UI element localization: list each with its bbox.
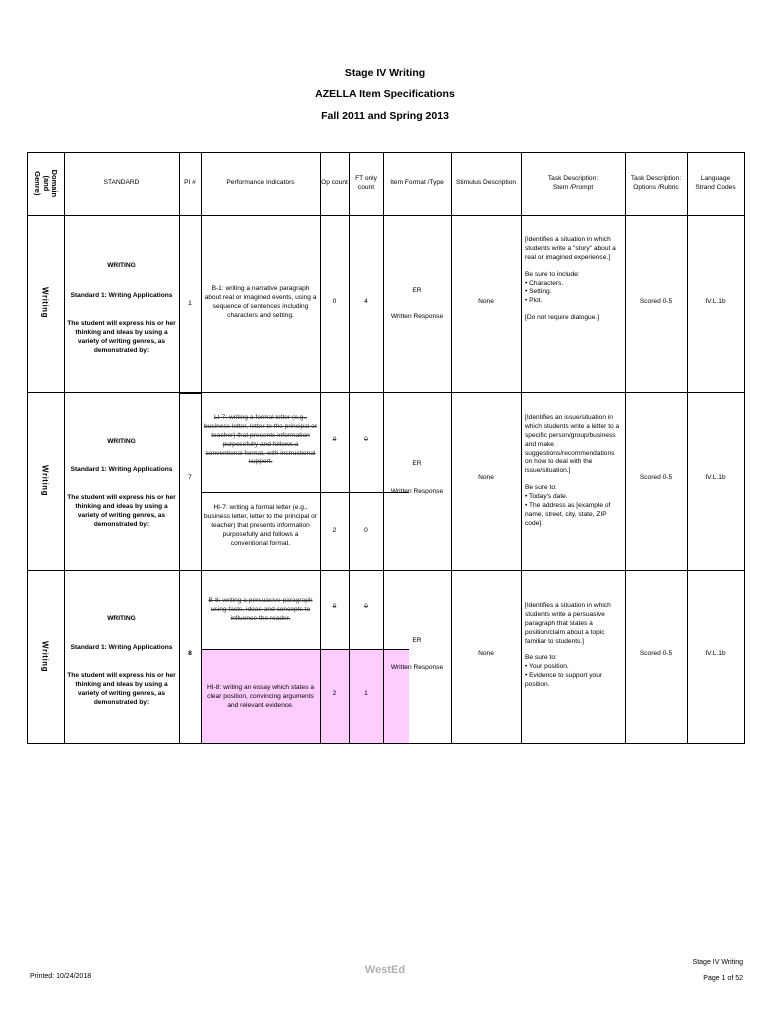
domain-label: Writing: [40, 465, 50, 496]
op-count: 2: [332, 690, 337, 697]
standard-text: The student will express his or her thinking and ideas by using a variety of writing genres, as demonstrated by:: [67, 672, 176, 706]
col-header-ft-count: FT only count: [355, 174, 377, 191]
op-count: 0: [332, 436, 337, 443]
ft-count: 4: [364, 298, 368, 305]
col-header-task-options: Task Description: Options /Rubric: [630, 174, 682, 191]
item-format-code: ER: [412, 460, 422, 467]
col-header-pi: PI #: [184, 179, 196, 187]
op-count: 0: [332, 603, 337, 610]
performance-indicator: B-1: writing a narrative paragraph about real or imagined events, using a sequence of sentences including characters and setting.: [204, 285, 317, 319]
task-prompt: [Identifies a situation in which students write a persuasive paragraph that states a position/claim about a topic familiar to students.] Be sure to: • Your position. • Evidence to support your position.: [525, 602, 611, 689]
domain-label: Writing: [40, 641, 50, 672]
page-title: Stage IV Writing: [344, 67, 426, 79]
col-header-performance: Performance Indicators: [226, 179, 295, 187]
item-spec-table: [27, 152, 745, 744]
col-header-stimulus: Stimulus Description: [455, 179, 517, 187]
item-format-label: Written Response: [390, 664, 444, 671]
stimulus: None: [478, 298, 494, 305]
ft-count: 0: [364, 527, 368, 534]
col-header-standard: STANDARD: [103, 179, 140, 187]
col-header-strand: Language Strand Codes: [695, 174, 736, 191]
pi-number: 1: [188, 300, 192, 307]
pi-number: 7: [188, 474, 192, 481]
item-format-code: ER: [412, 637, 422, 644]
standard-heading: WRITING: [107, 438, 136, 445]
performance-indicator-struck: B-8: writing a persuasive paragraph using facts, ideas and concepts to influence the reader.: [208, 597, 313, 622]
op-count: 2: [332, 527, 337, 534]
task-prompt: [Identifies an issue/situation in which students write a letter to a specific person/group/business and make suggestions/recommendations on how to deal with the issue/situation.] Be sure to: • Today's date. • The address as [example of name, street, city, state, ZIP code].: [525, 414, 620, 527]
task-options: Scored 0-5: [639, 298, 673, 305]
page-subtitle: AZELLA Item Specifications: [315, 88, 455, 100]
performance-indicator-struck: LI-7: writing a formal letter (e.g., business letter, letter to the principal or teacher) that presents information purposefully and follows a conventional format, with instructional support.: [204, 414, 317, 466]
ft-count: 1: [364, 690, 368, 697]
standard-name: Standard 1: Writing Applications: [70, 292, 173, 299]
page-number: Page 1 of 52: [703, 975, 743, 982]
op-count: 0: [332, 298, 337, 305]
col-header-domain: Domain (and Genre): [33, 169, 59, 198]
strand-code: IV.L.1b: [705, 474, 726, 481]
wested-logo: WestEd: [364, 964, 406, 976]
footer-doc-name: Stage IV Writing: [692, 959, 743, 966]
standard-name: Standard 1: Writing Applications: [70, 644, 173, 651]
page-date-range: Fall 2011 and Spring 2013: [321, 110, 449, 122]
printed-date: Printed: 10/24/2018: [30, 973, 92, 980]
pi-number: 8: [188, 650, 192, 657]
stimulus: None: [478, 650, 494, 657]
standard-name: Standard 1: Writing Applications: [70, 466, 173, 473]
standard-heading: WRITING: [107, 615, 136, 622]
strand-code: IV.L.1b: [705, 650, 726, 657]
item-format-label: Written Response: [390, 488, 444, 495]
item-format-code: ER: [412, 287, 422, 294]
stimulus: None: [478, 474, 494, 481]
standard-text: The student will express his or her thinking and ideas by using a variety of writing genres, as demonstrated by:: [67, 320, 176, 354]
task-options: Scored 0-5: [639, 650, 673, 657]
strand-code: IV.L.1b: [705, 298, 726, 305]
item-format-label: Written Response: [390, 313, 444, 320]
col-header-item-format: Item Format /Type: [390, 179, 444, 187]
col-header-task-prompt: Task Description: Stem /Prompt: [547, 174, 599, 191]
performance-indicator: HI-7: writing a formal letter (e.g., business letter, letter to the principal or teacher) that presents information purposefully and follows a conventional format.: [204, 504, 317, 547]
standard-text: The student will express his or her thinking and ideas by using a variety of writing genres, as demonstrated by:: [67, 494, 176, 528]
domain-label: Writing: [40, 287, 50, 318]
performance-indicator: HI-8: writing an essay which states a clear position, convincing arguments and relevant evidence.: [206, 684, 314, 709]
ft-count: 0: [364, 603, 368, 610]
col-header-op-count: Op count: [321, 179, 348, 187]
standard-heading: WRITING: [107, 262, 136, 269]
ft-count: 0: [364, 436, 368, 443]
task-options: Scored 0-5: [639, 474, 673, 481]
task-prompt: [Identifies a situation in which students write a "story" about a real or imagined experience.] Be sure to include: • Characters. • Setting. • Plot. [Do not require dialogue.]: [525, 236, 616, 322]
